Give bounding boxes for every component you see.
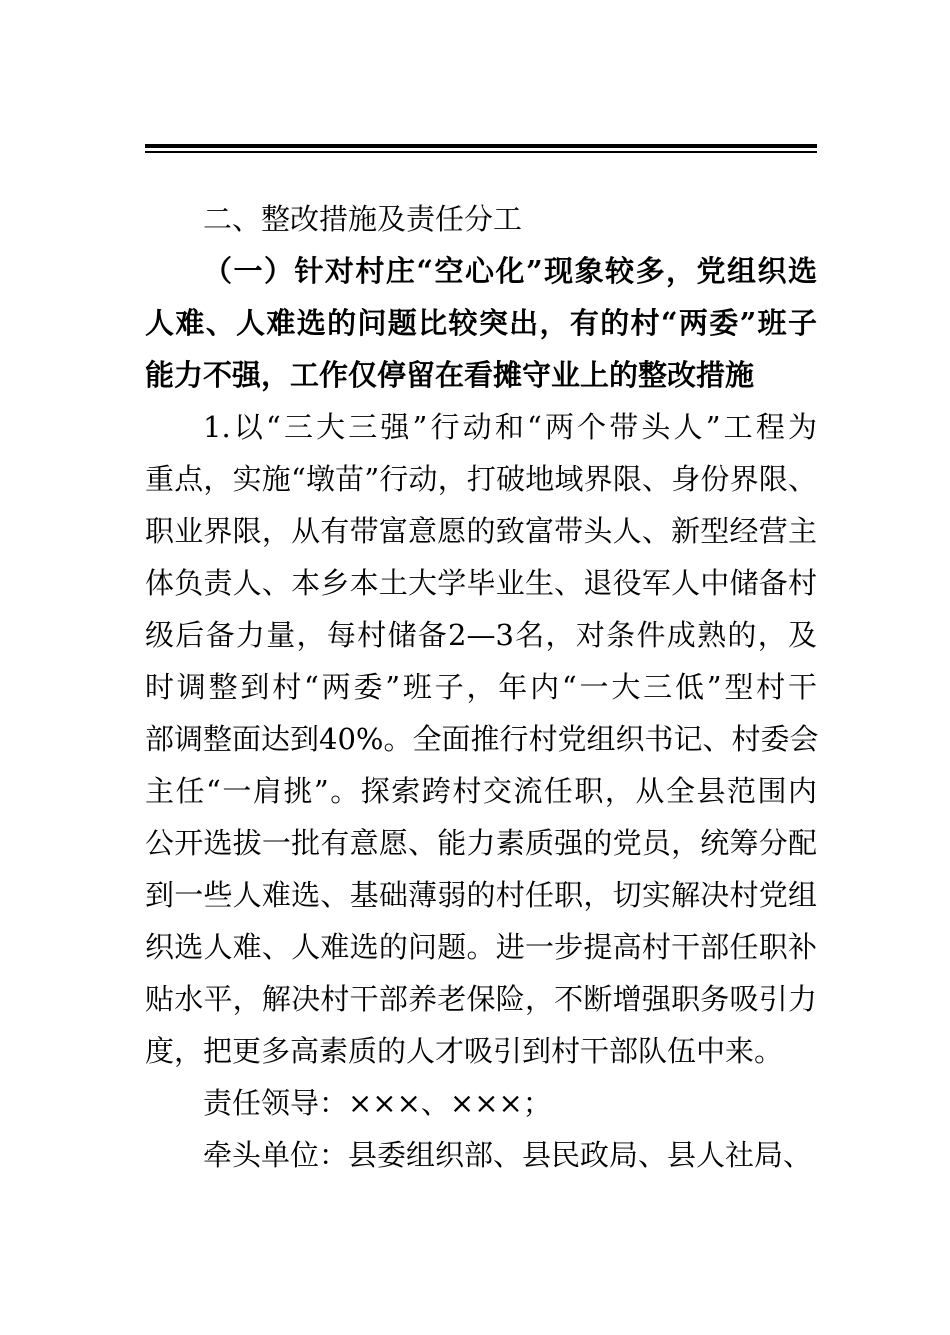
subheading-line-1: （一）针对村庄“空心化”现象较多，党组织选 bbox=[203, 254, 817, 288]
paragraph-line: 职业界限，从有带富意愿的致富带头人、新型经营主 bbox=[145, 514, 817, 548]
subheading-line-2: 人难、人难选的问题比较突出，有的村“两委”班子 bbox=[145, 306, 817, 340]
paragraph-line: 部调整面达到40%。全面推行村党组织书记、村委会 bbox=[145, 722, 819, 756]
section-heading: 二、整改措施及责任分工 bbox=[203, 202, 523, 236]
paragraph-line: 到一些人难选、基础薄弱的村任职，切实解决村党组 bbox=[145, 878, 817, 912]
lead-unit: 牵头单位：县委组织部、县民政局、县人社局、 bbox=[203, 1138, 813, 1172]
paragraph-line: 织选人难、人难选的问题。进一步提高村干部任职补 bbox=[145, 930, 817, 964]
subheading-line-3: 能力不强，工作仅停留在看摊守业上的整改措施 bbox=[145, 358, 755, 392]
header-rule-thin bbox=[145, 151, 817, 153]
responsible-leader: 责任领导：×××、×××； bbox=[203, 1086, 552, 1120]
paragraph-line: 度，把更多高素质的人才吸引到村干部队伍中来。 bbox=[145, 1034, 784, 1068]
paragraph-line: 主任“一肩挑”。探索跨村交流任职，从全县范围内 bbox=[145, 774, 817, 808]
header-rule-thick bbox=[145, 144, 817, 148]
paragraph-line: 体负责人、本乡本土大学毕业生、退役军人中储备村 bbox=[145, 566, 817, 600]
paragraph-line: 重点，实施“墩苗”行动，打破地域界限、身份界限、 bbox=[145, 462, 817, 496]
paragraph-line: 公开选拔一批有意愿、能力素质强的党员，统筹分配 bbox=[145, 826, 817, 860]
paragraph-line: 级后备力量，每村储备2—3名，对条件成熟的，及 bbox=[145, 618, 817, 652]
paragraph-line: 1.以“三大三强”行动和“两个带头人”工程为 bbox=[203, 410, 817, 444]
paragraph-line: 贴水平，解决村干部养老保险，不断增强职务吸引力 bbox=[145, 982, 817, 1016]
paragraph-line: 时调整到村“两委”班子，年内“一大三低”型村干 bbox=[145, 670, 817, 704]
